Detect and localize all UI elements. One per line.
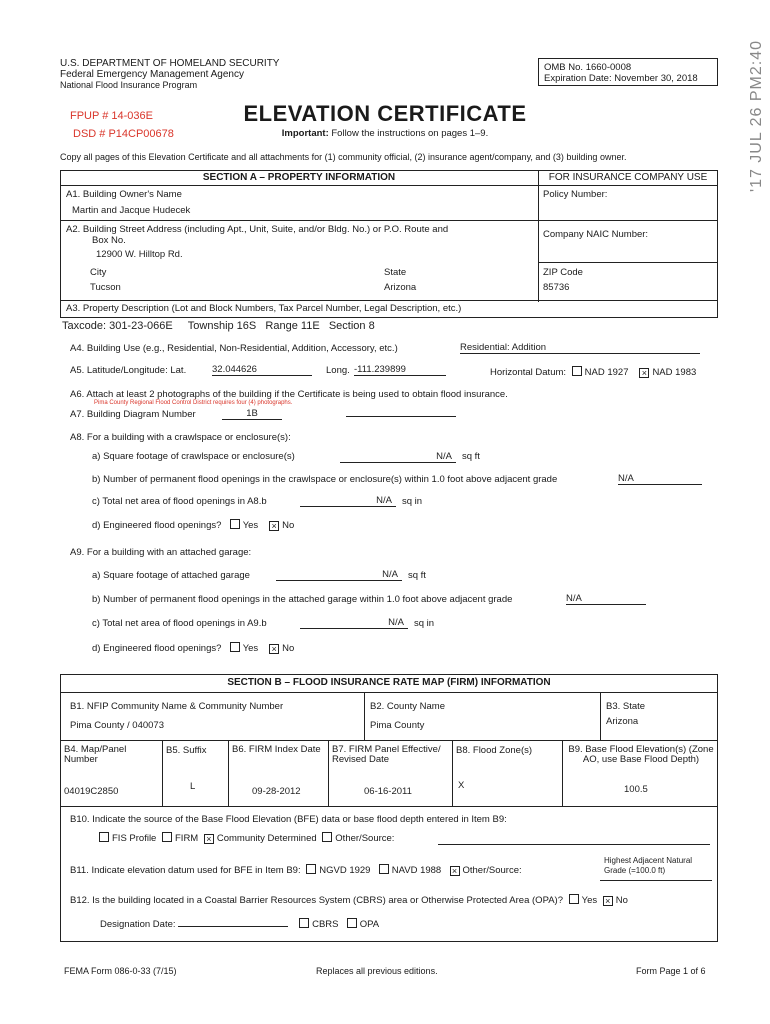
a2-street-address[interactable]: 12900 W. Hilltop Rd. (96, 249, 183, 260)
b10-community-checkbox[interactable]: × (204, 834, 214, 844)
nad1983-label: NAD 1983 (652, 367, 697, 378)
city-label: City (90, 267, 107, 278)
b6-firm-index-date[interactable]: 09-28-2012 (252, 786, 301, 797)
b3-label: B3. State (606, 701, 646, 712)
policy-number-label: Policy Number: (543, 189, 608, 200)
b4-label: B4. Map/Panel Number (64, 744, 127, 765)
b8-flood-zone[interactable]: X (458, 780, 465, 791)
b12-designation (100, 917, 379, 930)
a8d-label: d) Engineered flood openings? (92, 520, 222, 531)
page-number: Form Page 1 of 6 (636, 966, 706, 976)
a8d-no-label: No (282, 520, 295, 531)
a8a-value[interactable]: N/A (340, 451, 456, 463)
b2-county[interactable]: Pima County (370, 720, 425, 731)
b10-fis-label: FIS Profile (112, 833, 157, 844)
nad1927-label: NAD 1927 (584, 367, 629, 378)
b9-bfe[interactable]: 100.5 (624, 784, 648, 795)
section-a-title: SECTION A – PROPERTY INFORMATION (202, 172, 396, 183)
important-note (0, 128, 770, 139)
a7-diagram-number[interactable]: 1B (222, 408, 282, 420)
omb-number: OMB No. 1660-0008 (544, 62, 632, 73)
a8d-row (92, 519, 294, 531)
b10-other-label: Other/Source: (335, 833, 395, 844)
b11-other-label: Other/Source: (462, 865, 522, 876)
important-text: Follow the instructions on pages 1–9. (331, 128, 489, 139)
a8b-value[interactable]: N/A (618, 473, 702, 485)
b5-suffix[interactable]: L (190, 781, 196, 792)
section-b-title: SECTION B – FLOOD INSURANCE RATE MAP (FIRM) INFORMATION (227, 677, 551, 688)
state-value[interactable]: Arizona (384, 282, 417, 293)
b11-ngvd-checkbox[interactable] (306, 864, 316, 874)
b12-yes-checkbox[interactable] (569, 894, 579, 904)
a9c-label: c) Total net area of flood openings in A9.b (92, 618, 267, 629)
cbrs-label: CBRS (312, 919, 339, 930)
b2-label: B2. County Name (370, 701, 445, 712)
b11-label: B11. Indicate elevation datum used for BFE in Item B9: (70, 865, 301, 876)
b10-other-checkbox[interactable] (322, 832, 332, 842)
b10-firm-checkbox[interactable] (162, 832, 172, 842)
a6-pima-note: Pima County Regional Flood Control District requires four (4) photographs. (94, 400, 293, 406)
a8d-no-checkbox[interactable]: × (269, 521, 279, 531)
designation-date-field[interactable] (178, 917, 288, 927)
b1-label: B1. NFIP Community Name & Community Number (70, 701, 284, 712)
a5-latitude[interactable]: 32.044626 (212, 364, 312, 376)
omb-box (538, 58, 718, 86)
replaces-note: Replaces all previous editions. (316, 966, 438, 976)
a9d-yes-label: Yes (242, 643, 259, 654)
b12-yes-label: Yes (581, 895, 598, 906)
b10-firm-label: FIRM (175, 833, 199, 844)
b10-options (96, 832, 394, 844)
b7-label: B7. FIRM Panel Effective/ Revised Date (332, 744, 441, 765)
a5-long-label: Long. (326, 365, 350, 376)
city-value[interactable]: Tucson (90, 282, 121, 293)
b11-navd-label: NAVD 1988 (391, 865, 442, 876)
agency-block (60, 58, 279, 91)
designation-date-label: Designation Date: (100, 919, 176, 930)
a8b-label: b) Number of permanent flood openings in the crawlspace or enclosure(s) within 1.0 foot above adjacent grade (92, 474, 558, 485)
a9d-row (92, 642, 294, 654)
horizontal-datum-label: Horizontal Datum: (490, 367, 567, 378)
a9b-label: b) Number of permanent flood openings in the attached garage within 1.0 foot above adjacent grade (92, 594, 513, 605)
a9b-value[interactable]: N/A (566, 593, 646, 605)
a7-label: A7. Building Diagram Number (70, 409, 196, 420)
nad1983-checkbox[interactable]: × (639, 368, 649, 378)
a5-label: A5. Latitude/Longitude: Lat. (70, 365, 187, 376)
a4-label: A4. Building Use (e.g., Residential, Non-Residential, Addition, Accessory, etc.) (70, 343, 398, 354)
a8d-yes-checkbox[interactable] (230, 519, 240, 529)
b11-row (70, 864, 522, 876)
b9-label: B9. Base Flood Elevation(s) (Zone AO, use Base Flood Depth) (568, 744, 714, 765)
a8c-value[interactable]: N/A (300, 495, 396, 507)
b11-other-source[interactable]: Highest Adjacent Natural Grade (=100.0 ft) (604, 856, 693, 875)
a8d-yes-label: Yes (242, 520, 259, 531)
b12-no-label: No (615, 895, 628, 906)
b3-state[interactable]: Arizona (606, 716, 639, 727)
a8a-unit: sq ft (462, 451, 480, 462)
a9d-yes-checkbox[interactable] (230, 642, 240, 652)
dsd-number: DSD # P14CP00678 (73, 128, 174, 140)
expiration-date: Expiration Date: November 30, 2018 (544, 73, 698, 84)
opa-label: OPA (359, 919, 380, 930)
dept-name: U.S. DEPARTMENT OF HOMELAND SECURITY (60, 58, 280, 69)
b11-navd-checkbox[interactable] (379, 864, 389, 874)
cbrs-checkbox[interactable] (299, 918, 309, 928)
b11-ngvd-label: NGVD 1929 (319, 865, 371, 876)
b7-firm-panel-date[interactable]: 06-16-2011 (364, 786, 412, 797)
fpup-number: FPUP # 14-036E (70, 110, 153, 122)
form-number: FEMA Form 086-0-33 (7/15) (64, 966, 177, 976)
b5-label: B5. Suffix (166, 745, 207, 756)
a8-label: A8. For a building with a crawlspace or enclosure(s): (70, 432, 291, 443)
a1-label: A1. Building Owner's Name (66, 189, 182, 200)
a9d-no-label: No (282, 643, 295, 654)
program-name: National Flood Insurance Program (60, 80, 198, 90)
a9c-value[interactable]: N/A (300, 617, 408, 629)
received-stamp: '17 JUL 26 PM2:40 (748, 40, 765, 192)
agency-name: Federal Emergency Management Agency (60, 69, 244, 80)
a3-property-description[interactable]: Taxcode: 301-23-066E Township 16S Range 11E Section 8 (62, 320, 375, 332)
b12-row (70, 894, 628, 906)
nad1927-checkbox[interactable] (572, 366, 582, 376)
zip-label: ZIP Code (543, 267, 583, 278)
copy-note: Copy all pages of this Elevation Certificate and all attachments for (1) community official, (2) insurance agent/company, and (3) building owner. (60, 152, 627, 162)
naic-label: Company NAIC Number: (543, 229, 649, 240)
b4-map-panel[interactable]: 04019C2850 (64, 786, 119, 797)
a9d-no-checkbox[interactable]: × (269, 644, 279, 654)
a9a-label: a) Square footage of attached garage (92, 570, 250, 581)
a2-label: A2. Building Street Address (including Apt., Unit, Suite, and/or Bldg. No.) or P.O. Route and (66, 224, 449, 235)
a9d-label: d) Engineered flood openings? (92, 643, 222, 654)
a1-owner-name[interactable]: Martin and Jacque Hudecek (72, 205, 191, 216)
horizontal-datum (490, 366, 696, 378)
page-title: ELEVATION CERTIFICATE (243, 101, 527, 126)
a2-label-2: Box No. (92, 235, 126, 246)
a8c-unit: sq in (402, 496, 423, 507)
a8a-label: a) Square footage of crawlspace or enclosure(s) (92, 451, 295, 462)
a6-label: A6. Attach at least 2 photographs of the building if the Certificate is being used to obtain flood insurance. (70, 389, 508, 400)
a3-label: A3. Property Description (Lot and Block Numbers, Tax Parcel Number, Legal Description, etc.) (66, 303, 462, 314)
important-label: Important: (281, 128, 329, 139)
b10-label: B10. Indicate the source of the Base Flood Elevation (BFE) data or base flood depth entered in Item B9: (70, 814, 507, 825)
a9a-value[interactable]: N/A (276, 569, 402, 581)
b8-label: B8. Flood Zone(s) (456, 745, 533, 756)
b1-community[interactable]: Pima County / 040073 (70, 720, 165, 731)
state-label: State (384, 267, 407, 278)
a9-label: A9. For a building with an attached garage: (70, 547, 252, 558)
b12-no-checkbox[interactable]: × (603, 896, 613, 906)
a4-building-use[interactable]: Residential: Addition (460, 342, 700, 354)
opa-checkbox[interactable] (347, 918, 357, 928)
b6-label: B6. FIRM Index Date (232, 744, 321, 755)
a9a-unit: sq ft (408, 570, 426, 581)
zip-value[interactable]: 85736 (543, 282, 570, 293)
b11-other-checkbox[interactable]: × (450, 866, 460, 876)
insurance-use-title: FOR INSURANCE COMPANY USE (548, 172, 708, 183)
b10-fis-checkbox[interactable] (99, 832, 109, 842)
b10-community-label: Community Determined (216, 833, 317, 844)
a5-longitude[interactable]: -111.239899 (354, 364, 446, 376)
a9c-unit: sq in (414, 618, 435, 629)
b12-label: B12. Is the building located in a Coastal Barrier Resources System (CBRS) area or Otherwise Protected Area (OPA)? (70, 895, 563, 906)
a8c-label: c) Total net area of flood openings in A8.b (92, 496, 267, 507)
